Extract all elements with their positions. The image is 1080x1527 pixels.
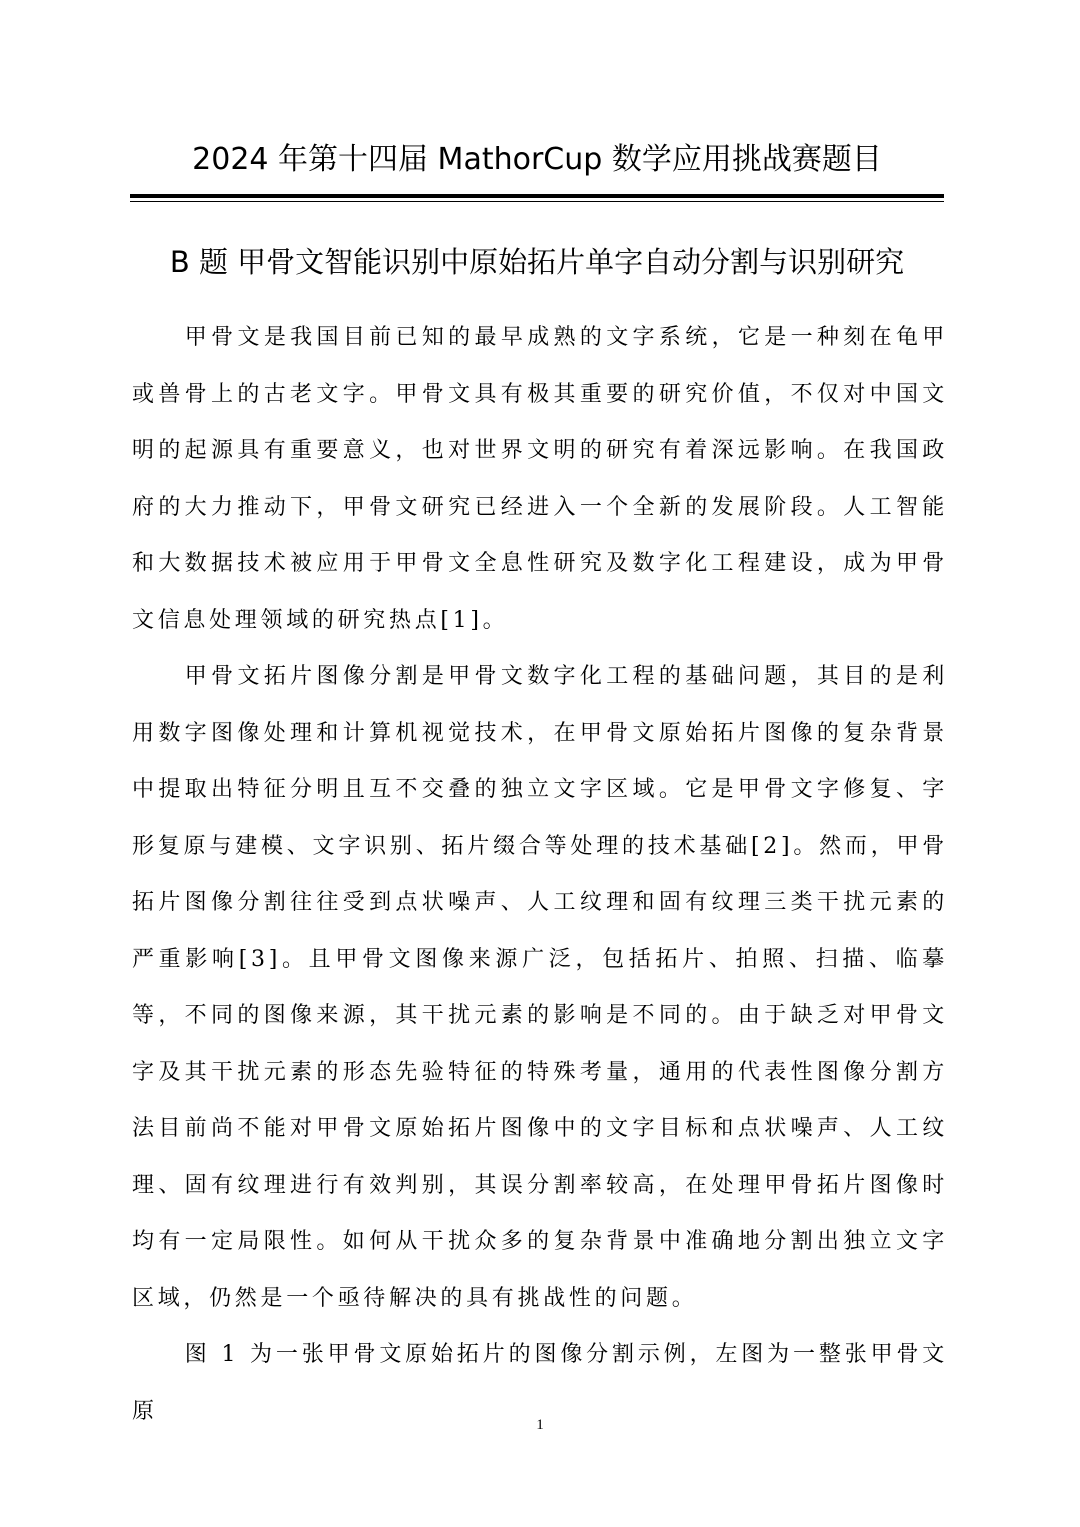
paragraph-2: 甲骨文拓片图像分割是甲骨文数字化工程的基础问题，其目的是利用数字图像处理和计算机视觉技术，在甲骨文原始拓片图像的复杂背景中提取出特征分明且互不交叠的独立文字区域。它是甲骨文字修复、字形复原与建模、文字识别、拓片缀合等处理的技术基础[2]。然而，甲骨拓片图像分割往往受到点状噪声、人工纹理和固有纹理三类干扰元素的严重影响[3]。且甲骨文图像来源广泛，包括拓片、拍照、扫描、临摹等，不同的图像来源，其干扰元素的影响是不同的。由于缺乏对甲骨文字及其干扰元素的形态先验特征的特殊考量，通用的代表性图像分割方法目前尚不能对甲骨文原始拓片图像中的文字目标和点状噪声、人工纹理、固有纹理进行有效判别，其误分割率较高，在处理甲骨拓片图像时均有一定局限性。如何从干扰众多的复杂背景中准确地分割出独立文字区域，仍然是一个亟待解决的具有挑战性的问题。 (132, 664, 948, 1311)
header-double-rule (130, 194, 944, 203)
problem-title: B 题 甲骨文智能识别中原始拓片单字自动分割与识别研究 (169, 245, 905, 279)
header-rule-thin (130, 201, 944, 202)
body-text (132, 310, 948, 1440)
page-number: 1 (536, 1417, 544, 1433)
document-header-title: 2024 年第十四届 MathorCup 数学应用挑战赛题目 (192, 142, 882, 177)
paragraph-3: 图 1 为一张甲骨文原始拓片的图像分割示例，左图为一整张甲骨文原 (132, 1342, 948, 1424)
header-rule-thick (130, 194, 944, 198)
paragraph-1: 甲骨文是我国目前已知的最早成熟的文字系统，它是一种刻在龟甲或兽骨上的古老文字。甲骨文具有极其重要的研究价值，不仅对中国文明的起源具有重要意义，也对世界文明的研究有着深远影响。在我国政府的大力推动下，甲骨文研究已经进入一个全新的发展阶段。人工智能和大数据技术被应用于甲骨文全息性研究及数字化工程建设，成为甲骨文信息处理领域的研究热点[1]。 (132, 325, 948, 633)
